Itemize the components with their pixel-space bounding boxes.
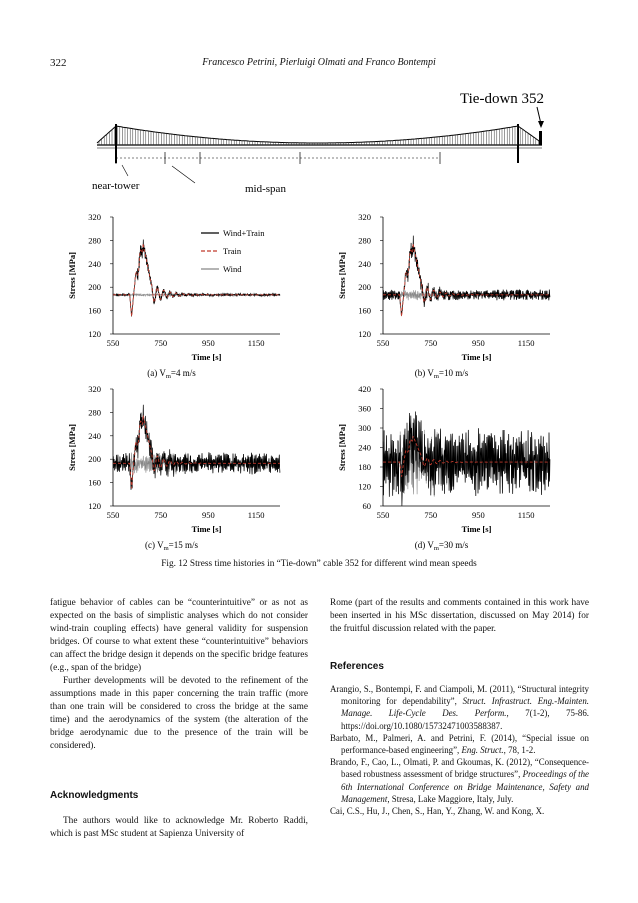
stress-charts bbox=[67, 212, 550, 552]
x-tick-label: 950 bbox=[202, 338, 215, 348]
chart-panel-4 bbox=[337, 384, 550, 552]
subcaption-label: (c) V bbox=[145, 540, 164, 550]
subcaption-value: =4 m/s bbox=[170, 368, 196, 378]
y-tick-label: 300 bbox=[358, 423, 371, 433]
x-tick-label: 1150 bbox=[247, 338, 265, 348]
y-tick-label: 200 bbox=[358, 282, 371, 293]
tie-down-label: Tie-down 352 bbox=[460, 91, 545, 107]
legend-label-train: Train bbox=[223, 246, 242, 256]
x-axis-label: Time [s] bbox=[461, 524, 492, 534]
legend-label-wind: Wind bbox=[223, 264, 242, 274]
series-wind-train-line bbox=[383, 236, 550, 316]
y-tick-label: 200 bbox=[88, 282, 101, 293]
figure-caption: Fig. 12 Stress time histories in “Tie-down” cable 352 for different wind mean speeds bbox=[161, 559, 477, 569]
reference-item bbox=[330, 805, 589, 817]
y-axis-label: Stress [MPa] bbox=[337, 252, 347, 299]
near-tower-label: near-tower bbox=[92, 180, 140, 192]
y-tick-label: 160 bbox=[88, 305, 101, 316]
mid-span-label: mid-span bbox=[245, 183, 286, 195]
reference-item bbox=[330, 732, 589, 756]
y-tick-label: 200 bbox=[88, 454, 101, 465]
reference-journal: Struct. Infrastruct. Eng.-Mainten. Manage. Life-Cycle Des. Perform. bbox=[341, 696, 589, 719]
y-tick-label: 240 bbox=[358, 442, 371, 453]
chart-panel-1 bbox=[67, 212, 280, 380]
y-tick-label: 240 bbox=[88, 430, 101, 441]
y-axis-label: Stress [MPa] bbox=[67, 424, 77, 471]
near-tower-leader bbox=[122, 165, 128, 176]
subcaption bbox=[415, 540, 469, 552]
y-tick-label: 180 bbox=[358, 462, 371, 472]
chart-panel-2 bbox=[337, 212, 550, 380]
x-tick-label: 1150 bbox=[517, 510, 535, 520]
subcaption bbox=[415, 368, 469, 380]
x-axis-label: Time [s] bbox=[191, 352, 222, 362]
y-tick-label: 120 bbox=[88, 501, 101, 511]
x-tick-label: 550 bbox=[376, 338, 390, 348]
x-tick-label: 1150 bbox=[517, 338, 535, 348]
page-number: 322 bbox=[50, 57, 67, 69]
series-wind-train-line bbox=[383, 412, 550, 506]
y-tick-label: 280 bbox=[88, 235, 101, 246]
subcaption-subscript: m bbox=[163, 545, 169, 552]
running-header-authors: Francesco Petrini, Pierluigi Olmati and Franco Bontempi bbox=[202, 57, 436, 68]
x-tick-label: 950 bbox=[202, 510, 215, 520]
acknowledgments-heading: Acknowledgments bbox=[50, 790, 139, 801]
y-tick-label: 280 bbox=[88, 407, 101, 418]
x-tick-label: 750 bbox=[154, 338, 168, 348]
right-column bbox=[330, 597, 589, 817]
mid-span-leader bbox=[172, 166, 195, 183]
y-axis-label: Stress [MPa] bbox=[67, 252, 77, 299]
reference-authors-title: Barbato, M., Palmeri, A. and Petrini, F. (2014), “Special issue on performance-based engineering”, bbox=[330, 732, 589, 756]
y-tick-label: 320 bbox=[358, 212, 371, 222]
x-tick-label: 750 bbox=[154, 510, 168, 520]
x-tick-label: 550 bbox=[106, 510, 120, 520]
y-tick-label: 160 bbox=[88, 477, 101, 488]
series-wind-train-line bbox=[113, 405, 280, 490]
subcaption-label: (b) V bbox=[414, 368, 434, 378]
subcaption bbox=[145, 540, 198, 552]
y-tick-label: 240 bbox=[358, 258, 371, 269]
tie-down-arrowhead bbox=[538, 121, 544, 128]
x-axis-label: Time [s] bbox=[191, 524, 222, 534]
reference-authors-title: Brando, F., Cao, L., Olmati, P. and Gkoumas, K. (2012), “Consequence-based robustness assessment of bridge structures”, bbox=[330, 757, 589, 780]
y-axis-label: Stress [MPa] bbox=[337, 424, 347, 471]
references-heading: References bbox=[330, 661, 384, 672]
y-tick-label: 60 bbox=[362, 501, 371, 511]
y-tick-label: 320 bbox=[88, 384, 101, 394]
subcaption-subscript: m bbox=[165, 373, 171, 380]
subcaption-subscript: m bbox=[433, 373, 439, 380]
reference-journal: Eng. Struct. bbox=[461, 745, 504, 756]
reference-item bbox=[330, 756, 589, 805]
series-wind-train-line bbox=[113, 240, 280, 317]
reference-authors-title: Arangio, S., Bontempi, F. and Ciampoli, M. (2011), “Structural integrity monitoring for dependability”, bbox=[330, 684, 589, 707]
right-paragraph-continued: Rome (part of the results and comments contained in this work have been inserted in his MSc dissertation, discussed on May 2014) for the fruitful discussion related with the paper. bbox=[330, 598, 589, 634]
x-tick-label: 950 bbox=[472, 510, 485, 520]
reference-details: , 7(1-2), 75-86. https://doi.org/10.1080/15732471003588387. bbox=[341, 708, 589, 731]
reference-journal: Proceedings of the 6th International Conference on Bridge Maintenance, Safety and Management bbox=[341, 769, 589, 804]
subcaption-value: =10 m/s bbox=[438, 368, 469, 378]
subcaption-label: (d) V bbox=[414, 540, 434, 550]
x-tick-label: 750 bbox=[424, 510, 438, 520]
y-tick-label: 320 bbox=[88, 212, 101, 222]
left-paragraph-1: fatigue behavior of cables can be “counterintuitive” or as not as expected on the basis of simplistic analyses which do not consider wind-train coupling effects) have general validity for suspension bridges. Of course to what extent these “counterintuitive” behaviors can affect the bridge design it depends on the specific bridge features (e.g., span of the bridge) bbox=[50, 598, 308, 673]
y-tick-label: 280 bbox=[358, 235, 371, 246]
left-paragraph-2: Further developments will be devoted to the refinement of the assumptions made in this paper concerning the train traffic (more than one train will be considered to cross the bridge at the same time) and the aerodynamics of the system (the alteration of the bridge aerodynamic due to the presence of the train will be considered). bbox=[50, 676, 308, 751]
reference-authors-title: Cai, C.S., Hu, J., Chen, S., Han, Y., Zhang, W. and Kong, X. bbox=[330, 806, 545, 817]
subcaption-value: =30 m/s bbox=[438, 540, 469, 550]
reference-details: , Stresa, Lake Maggiore, Italy, July. bbox=[387, 793, 514, 804]
x-tick-label: 550 bbox=[376, 510, 390, 520]
subcaption bbox=[147, 368, 196, 380]
y-tick-label: 120 bbox=[88, 329, 101, 339]
y-tick-label: 120 bbox=[358, 329, 371, 339]
subcaption-subscript: m bbox=[433, 545, 439, 552]
x-axis-label: Time [s] bbox=[461, 352, 492, 362]
chart-panel-3 bbox=[67, 384, 280, 552]
y-tick-label: 160 bbox=[358, 305, 371, 316]
tie-down-cable-352 bbox=[539, 131, 542, 145]
y-tick-label: 120 bbox=[358, 481, 371, 492]
x-tick-label: 550 bbox=[106, 338, 120, 348]
x-tick-label: 750 bbox=[424, 338, 438, 348]
reference-item bbox=[330, 683, 589, 732]
subcaption-label: (a) V bbox=[147, 368, 166, 378]
bridge-elevation-diagram bbox=[97, 124, 542, 183]
reference-details: , 78, 1-2. bbox=[503, 745, 536, 756]
y-tick-label: 420 bbox=[358, 384, 371, 394]
references-list bbox=[330, 683, 589, 817]
x-tick-label: 950 bbox=[472, 338, 485, 348]
acknowledgments-text: The authors would like to acknowledge Mr. Roberto Raddi, which is past MSc student at Sapienza University of bbox=[50, 816, 308, 839]
legend-label-wind_train: Wind+Train bbox=[223, 228, 265, 238]
y-tick-label: 240 bbox=[88, 258, 101, 269]
left-column bbox=[50, 597, 308, 841]
main-cable bbox=[97, 126, 541, 143]
x-tick-label: 1150 bbox=[247, 510, 265, 520]
y-tick-label: 360 bbox=[358, 403, 371, 414]
subcaption-value: =15 m/s bbox=[168, 540, 198, 550]
